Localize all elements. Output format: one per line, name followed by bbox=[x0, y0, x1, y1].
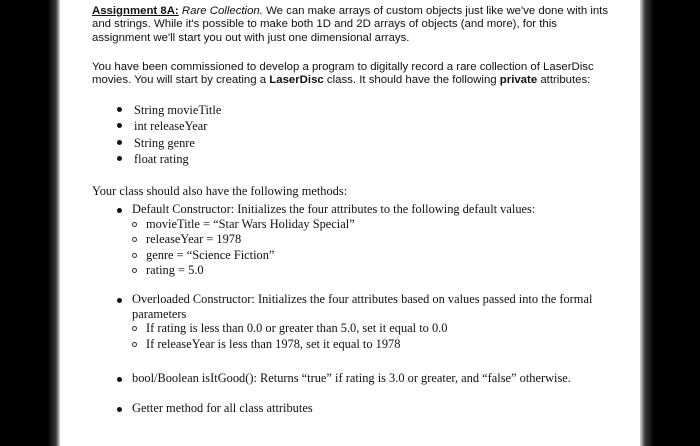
commission-text-middle: class. It should have the following bbox=[326, 74, 497, 87]
commission-text-after: attributes: bbox=[540, 74, 591, 87]
rule-item: If releaseYear is less than 1978, set it equal to 1978 bbox=[132, 337, 617, 353]
bullet-icon bbox=[117, 377, 122, 382]
overload-rules-list bbox=[117, 321, 617, 352]
hollow-bullet-icon bbox=[132, 237, 137, 242]
photo-frame-right bbox=[640, 0, 700, 446]
bullet-icon bbox=[117, 140, 122, 145]
hollow-bullet-icon bbox=[132, 253, 137, 258]
bullet-icon bbox=[117, 298, 122, 303]
attribute-item: String movieTitle bbox=[117, 102, 221, 118]
document-page bbox=[60, 0, 640, 446]
attribute-item: float rating bbox=[117, 151, 221, 167]
hollow-bullet-icon bbox=[132, 222, 137, 227]
hollow-bullet-icon bbox=[132, 326, 137, 331]
method-text: Default Constructor: Initializes the four attributes to the following default values: bbox=[132, 202, 536, 216]
attribute-list bbox=[117, 102, 221, 167]
bullet-icon bbox=[117, 107, 122, 112]
default-value-item: releaseYear = 1978 bbox=[132, 232, 617, 248]
commission-text-before: You have been commissioned to develop a program to digitally record a rare collection of LaserDisc movies. You will start by creating a bbox=[92, 61, 594, 87]
default-values-list bbox=[117, 217, 617, 279]
attribute-item: int releaseYear bbox=[117, 118, 221, 134]
method-overloaded-constructor bbox=[117, 292, 617, 352]
private-keyword: private bbox=[499, 74, 538, 87]
method-text: Getter method for all class attributes bbox=[132, 401, 313, 415]
assignment-heading: Assignment 8A: bbox=[92, 5, 179, 17]
class-name: LaserDisc bbox=[269, 74, 324, 87]
assignment-intro-paragraph bbox=[92, 5, 612, 45]
bullet-icon bbox=[117, 156, 122, 161]
method-text: Overloaded Constructor: Initializes the four attributes based on values passed into the formal parameters bbox=[132, 292, 593, 321]
bullet-icon bbox=[117, 208, 122, 213]
assignment-subtitle: Rare Collection. bbox=[181, 5, 263, 17]
methods-intro: Your class should also have the following methods: bbox=[92, 184, 348, 198]
method-getters bbox=[117, 401, 617, 416]
bullet-icon bbox=[117, 123, 122, 128]
method-is-it-good bbox=[117, 371, 617, 386]
hollow-bullet-icon bbox=[132, 268, 137, 273]
photo-frame-left bbox=[0, 0, 60, 446]
commission-paragraph bbox=[92, 61, 612, 88]
attribute-item: String genre bbox=[117, 135, 221, 151]
default-value-item: movieTitle = “Star Wars Holiday Special” bbox=[132, 217, 617, 233]
method-text: bool/Boolean isItGood(): Returns “true” if rating is 3.0 or greater, and “false” otherwise. bbox=[132, 371, 571, 385]
default-value-item: genre = “Science Fiction” bbox=[132, 248, 617, 264]
method-default-constructor bbox=[117, 202, 617, 279]
hollow-bullet-icon bbox=[132, 342, 137, 347]
assignment-intro-text: We can make arrays of custom objects just like we've done with ints and strings. While it's possible to make both 1D and 2D arrays of objects (and more), for this assignment we'll start you out with just one dimensional arrays. bbox=[92, 5, 609, 44]
rule-item: If rating is less than 0.0 or greater than 5.0, set it equal to 0.0 bbox=[132, 321, 617, 337]
default-value-item: rating = 5.0 bbox=[132, 263, 617, 279]
bullet-icon bbox=[117, 407, 122, 412]
